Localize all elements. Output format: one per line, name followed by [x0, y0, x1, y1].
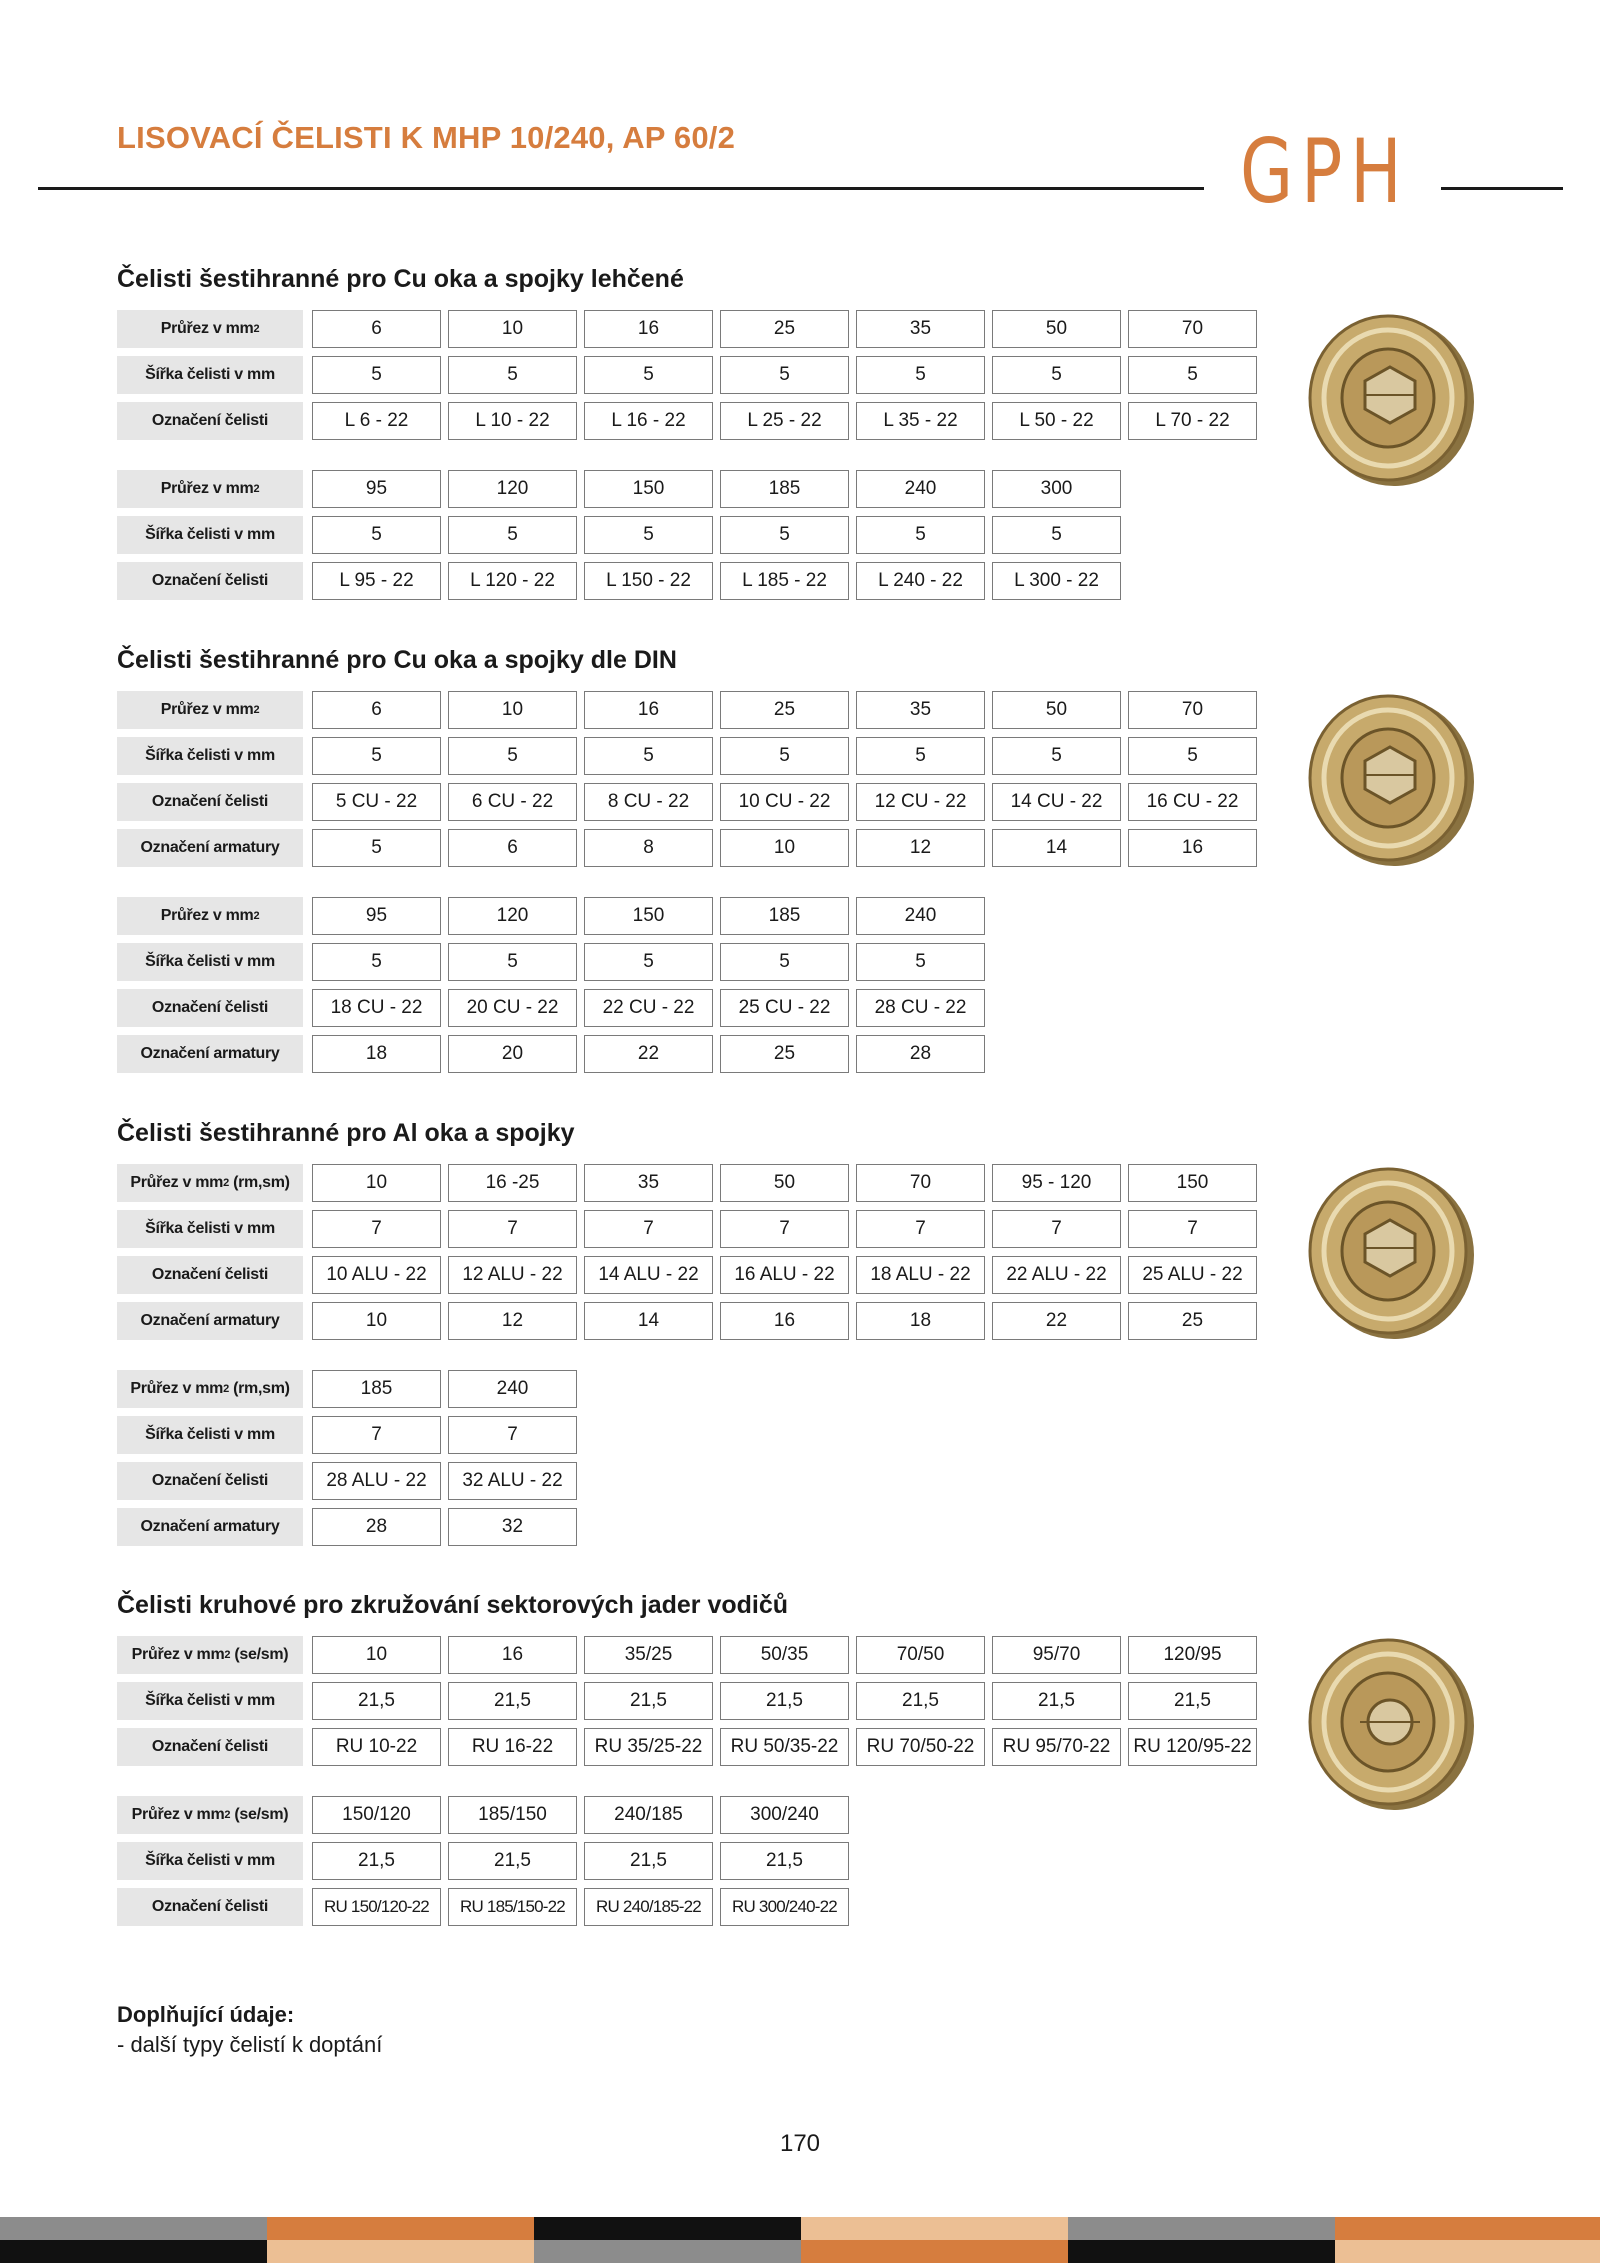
- table-cell: 5: [448, 943, 577, 981]
- table-row: [117, 1370, 1264, 1410]
- table-cell: 14 CU - 22: [992, 783, 1121, 821]
- table-cell: 16: [448, 1636, 577, 1674]
- row-label-text: Označení armatury: [140, 1518, 280, 1535]
- table-cell: 300/240: [720, 1796, 849, 1834]
- row-label: [117, 402, 303, 440]
- table-cell: L 25 - 22: [720, 402, 849, 440]
- section-cu-din: [117, 643, 1264, 1081]
- section-heading: Čelisti šestihranné pro Cu oka a spojky lehčené: [117, 265, 684, 293]
- row-label: Průřez v mm 2: [117, 310, 303, 348]
- table-cell: 95 - 120: [992, 1164, 1121, 1202]
- table-cell: 7: [584, 1210, 713, 1248]
- table-cell: 70: [856, 1164, 985, 1202]
- table-cell: 21,5: [584, 1842, 713, 1880]
- row-label: [117, 829, 303, 867]
- table-cell: 240: [856, 897, 985, 935]
- round-crimp-jaw-icon: [1300, 1636, 1480, 1821]
- table-row: [117, 989, 1264, 1029]
- row-label: [117, 943, 303, 981]
- table-cell: 7: [720, 1210, 849, 1248]
- table-cell: L 300 - 22: [992, 562, 1121, 600]
- table-cell: 150: [584, 897, 713, 935]
- table-cell: 16 ALU - 22: [720, 1256, 849, 1294]
- row-label-suffix: (se/sm): [230, 1646, 289, 1663]
- table-cell: 10 ALU - 22: [312, 1256, 441, 1294]
- brand-logo: GPH: [1240, 120, 1410, 223]
- row-label: [117, 737, 303, 775]
- table-cell: 5: [584, 356, 713, 394]
- footer-color-bar: [0, 2217, 1600, 2263]
- table-cell: 22: [992, 1302, 1121, 1340]
- table-cell: 6 CU - 22: [448, 783, 577, 821]
- table-cell: L 10 - 22: [448, 402, 577, 440]
- table-cell: 10: [312, 1636, 441, 1674]
- table-cell: 21,5: [856, 1682, 985, 1720]
- page-title: LISOVACÍ ČELISTI K MHP 10/240, AP 60/2: [117, 120, 736, 155]
- footer-color-segment: [1068, 2217, 1335, 2240]
- table-cell: 8: [584, 829, 713, 867]
- table-cell: 10 CU - 22: [720, 783, 849, 821]
- row-label-text: Šířka čelisti v mm: [145, 1852, 275, 1869]
- table-cell: 5: [856, 943, 985, 981]
- table-cell: 16 CU - 22: [1128, 783, 1257, 821]
- row-label-text: Označení čelisti: [151, 1472, 269, 1489]
- table-cell: 21,5: [448, 1842, 577, 1880]
- row-label-text: Šířka čelisti v mm: [145, 526, 275, 543]
- row-label: [117, 989, 303, 1027]
- row-label-suffix: (rm,sm): [228, 1174, 290, 1191]
- row-label-text: Průřez v mm: [130, 1380, 224, 1397]
- spec-table: [117, 470, 1264, 602]
- table-cell: L 120 - 22: [448, 562, 577, 600]
- row-label-text: Označení čelisti: [151, 999, 269, 1016]
- table-cell: 50/35: [720, 1636, 849, 1674]
- table-cell: L 240 - 22: [856, 562, 985, 600]
- footer-color-segment: [534, 2217, 801, 2240]
- table-cell: 50: [992, 310, 1121, 348]
- table-cell: L 150 - 22: [584, 562, 713, 600]
- table-cell: 5: [584, 516, 713, 554]
- table-cell: L 16 - 22: [584, 402, 713, 440]
- table-cell: 28: [312, 1508, 441, 1546]
- table-cell: 28: [856, 1035, 985, 1073]
- table-cell: 120: [448, 470, 577, 508]
- table-row: [117, 1035, 1264, 1075]
- row-label-text: Označení čelisti: [151, 793, 269, 810]
- footer-color-segment: [801, 2217, 1068, 2240]
- table-row: [117, 1842, 1264, 1882]
- table-cell: 21,5: [992, 1682, 1121, 1720]
- footer-color-segment: [534, 2240, 801, 2263]
- row-label-text: Průřez v mm: [160, 320, 254, 337]
- section-heading: Čelisti šestihranné pro Al oka a spojky: [117, 1119, 575, 1147]
- spec-table: [117, 1164, 1264, 1342]
- hex-crimp-jaw-icon: [1300, 1165, 1480, 1350]
- spec-table: [117, 1796, 1264, 1928]
- table-cell: 5: [312, 356, 441, 394]
- table-cell: RU 150/120-22: [312, 1888, 441, 1926]
- table-cell: 6: [312, 310, 441, 348]
- row-label: [117, 1256, 303, 1294]
- table-cell: 10: [312, 1164, 441, 1202]
- row-label: [117, 1416, 303, 1454]
- table-cell: 14: [584, 1302, 713, 1340]
- table-row: [117, 829, 1264, 869]
- table-cell: 5: [720, 516, 849, 554]
- table-cell: 18 ALU - 22: [856, 1256, 985, 1294]
- block-gap: [117, 448, 1264, 470]
- table-cell: 5: [856, 356, 985, 394]
- table-cell: 5: [992, 737, 1121, 775]
- block-gap: [117, 1348, 1264, 1370]
- row-label: [117, 1682, 303, 1720]
- table-cell: 5: [448, 356, 577, 394]
- table-cell: 5: [312, 943, 441, 981]
- table-cell: 21,5: [312, 1682, 441, 1720]
- table-cell: 150: [1128, 1164, 1257, 1202]
- table-cell: 7: [312, 1210, 441, 1248]
- table-cell: 5: [584, 943, 713, 981]
- table-row: [117, 897, 1264, 937]
- table-cell: L 35 - 22: [856, 402, 985, 440]
- table-cell: 6: [312, 691, 441, 729]
- table-cell: 5: [1128, 737, 1257, 775]
- table-cell: 7: [312, 1416, 441, 1454]
- table-cell: 21,5: [448, 1682, 577, 1720]
- spec-table: [117, 310, 1264, 442]
- table-cell: 6: [448, 829, 577, 867]
- table-row: [117, 1416, 1264, 1456]
- footer-color-segment: [1335, 2240, 1600, 2263]
- spec-table: [117, 897, 1264, 1075]
- section-heading: Čelisti kruhové pro zkružování sektorových jader vodičů: [117, 1591, 789, 1619]
- table-row: [117, 470, 1264, 510]
- table-cell: 18 CU - 22: [312, 989, 441, 1027]
- table-cell: 5: [584, 737, 713, 775]
- row-label: [117, 783, 303, 821]
- table-cell: 12: [448, 1302, 577, 1340]
- table-cell: 7: [448, 1416, 577, 1454]
- row-label-text: Označení čelisti: [151, 1738, 269, 1755]
- notes-line: - další typy čelistí k doptání: [117, 2032, 383, 2057]
- table-cell: RU 16-22: [448, 1728, 577, 1766]
- table-cell: 5: [448, 516, 577, 554]
- table-cell: 240/185: [584, 1796, 713, 1834]
- table-row: [117, 783, 1264, 823]
- table-cell: 25 ALU - 22: [1128, 1256, 1257, 1294]
- table-cell: 18: [312, 1035, 441, 1073]
- row-label: Průřez v mm 2 (rm,sm): [117, 1164, 303, 1202]
- row-label: Průřez v mm 2 (se/sm): [117, 1636, 303, 1674]
- table-row: [117, 356, 1264, 396]
- row-label-text: Označení čelisti: [151, 412, 269, 429]
- table-cell: 95/70: [992, 1636, 1121, 1674]
- table-cell: RU 10-22: [312, 1728, 441, 1766]
- footer-color-segment: [267, 2240, 534, 2263]
- table-cell: 7: [992, 1210, 1121, 1248]
- table-row: [117, 1636, 1264, 1676]
- table-cell: 185: [312, 1370, 441, 1408]
- table-cell: 35/25: [584, 1636, 713, 1674]
- table-cell: 70: [1128, 310, 1257, 348]
- row-label-text: Šířka čelisti v mm: [145, 747, 275, 764]
- row-label-suffix: (rm,sm): [228, 1380, 290, 1397]
- footer-color-segment: [1068, 2240, 1335, 2263]
- row-label-text: Šířka čelisti v mm: [145, 1426, 275, 1443]
- spec-table: [117, 691, 1264, 869]
- row-label-text: Šířka čelisti v mm: [145, 953, 275, 970]
- table-cell: 70/50: [856, 1636, 985, 1674]
- table-cell: RU 50/35-22: [720, 1728, 849, 1766]
- notes-heading: Doplňující údaje:: [117, 2002, 295, 2027]
- table-cell: 32 ALU - 22: [448, 1462, 577, 1500]
- footer-color-segment: [0, 2240, 267, 2263]
- section-al: [117, 1116, 1264, 1554]
- additional-info: [117, 2000, 382, 2060]
- table-cell: 5: [856, 737, 985, 775]
- block-gap: [117, 875, 1264, 897]
- table-cell: RU 35/25-22: [584, 1728, 713, 1766]
- table-cell: 12: [856, 829, 985, 867]
- table-cell: 14 ALU - 22: [584, 1256, 713, 1294]
- row-label: Průřez v mm 2: [117, 691, 303, 729]
- table-cell: 21,5: [720, 1842, 849, 1880]
- table-cell: 10: [448, 691, 577, 729]
- table-cell: 28 CU - 22: [856, 989, 985, 1027]
- table-row: [117, 1302, 1264, 1342]
- row-label: [117, 1210, 303, 1248]
- table-cell: 5: [448, 737, 577, 775]
- row-label-text: Průřez v mm: [131, 1806, 225, 1823]
- row-label-text: Označení čelisti: [151, 1898, 269, 1915]
- table-cell: RU 120/95-22: [1128, 1728, 1257, 1766]
- row-label-text: Průřez v mm: [160, 907, 254, 924]
- table-cell: 21,5: [312, 1842, 441, 1880]
- table-cell: 18: [856, 1302, 985, 1340]
- table-cell: 20: [448, 1035, 577, 1073]
- table-cell: L 6 - 22: [312, 402, 441, 440]
- table-cell: 21,5: [720, 1682, 849, 1720]
- table-cell: 5: [720, 737, 849, 775]
- row-label-text: Průřez v mm: [160, 701, 254, 718]
- table-cell: 10: [720, 829, 849, 867]
- row-label: [117, 516, 303, 554]
- row-label: [117, 1842, 303, 1880]
- table-row: [117, 516, 1264, 556]
- table-cell: 150/120: [312, 1796, 441, 1834]
- row-label-text: Šířka čelisti v mm: [145, 1220, 275, 1237]
- table-row: [117, 943, 1264, 983]
- footer-color-segment: [0, 2217, 267, 2240]
- row-label: [117, 1728, 303, 1766]
- row-label-text: Průřez v mm: [130, 1174, 224, 1191]
- table-cell: 25: [720, 310, 849, 348]
- table-row: [117, 691, 1264, 731]
- row-label: Průřez v mm 2: [117, 897, 303, 935]
- table-row: [117, 1256, 1264, 1296]
- row-label: Průřez v mm 2 (se/sm): [117, 1796, 303, 1834]
- table-cell: 50: [992, 691, 1121, 729]
- table-cell: 95: [312, 470, 441, 508]
- table-cell: L 95 - 22: [312, 562, 441, 600]
- table-cell: 16: [584, 310, 713, 348]
- table-cell: 5: [1128, 356, 1257, 394]
- table-cell: 7: [856, 1210, 985, 1248]
- row-label: [117, 1035, 303, 1073]
- table-cell: 185: [720, 470, 849, 508]
- table-row: [117, 310, 1264, 350]
- table-cell: 14: [992, 829, 1121, 867]
- table-cell: 25 CU - 22: [720, 989, 849, 1027]
- row-label-text: Označení armatury: [140, 1045, 280, 1062]
- row-label-text: Označení čelisti: [151, 1266, 269, 1283]
- hex-crimp-jaw-icon: [1300, 692, 1480, 877]
- table-cell: 10: [448, 310, 577, 348]
- spec-table: [117, 1370, 1264, 1548]
- table-cell: 5: [720, 943, 849, 981]
- table-cell: 28 ALU - 22: [312, 1462, 441, 1500]
- table-cell: L 185 - 22: [720, 562, 849, 600]
- table-cell: 16: [1128, 829, 1257, 867]
- table-cell: 7: [1128, 1210, 1257, 1248]
- row-label-text: Šířka čelisti v mm: [145, 1692, 275, 1709]
- row-label: Průřez v mm 2 (rm,sm): [117, 1370, 303, 1408]
- table-cell: 16: [584, 691, 713, 729]
- table-cell: 5: [312, 737, 441, 775]
- table-cell: L 70 - 22: [1128, 402, 1257, 440]
- table-cell: 12 CU - 22: [856, 783, 985, 821]
- row-label-text: Šířka čelisti v mm: [145, 366, 275, 383]
- row-label: [117, 1462, 303, 1500]
- table-cell: 95: [312, 897, 441, 935]
- table-cell: 5 CU - 22: [312, 783, 441, 821]
- row-label-text: Označení armatury: [140, 1312, 280, 1329]
- table-row: [117, 1682, 1264, 1722]
- table-cell: 300: [992, 470, 1121, 508]
- row-label: [117, 1888, 303, 1926]
- table-row: [117, 402, 1264, 442]
- row-label-text: Průřez v mm: [131, 1646, 225, 1663]
- table-cell: 21,5: [584, 1682, 713, 1720]
- footer-color-segment: [267, 2217, 534, 2240]
- table-cell: 25: [1128, 1302, 1257, 1340]
- table-cell: 35: [856, 691, 985, 729]
- table-cell: 20 CU - 22: [448, 989, 577, 1027]
- row-label-text: Označení čelisti: [151, 572, 269, 589]
- table-cell: 10: [312, 1302, 441, 1340]
- footer-color-segment: [1335, 2217, 1600, 2240]
- row-label: [117, 1508, 303, 1546]
- table-cell: RU 95/70-22: [992, 1728, 1121, 1766]
- hex-crimp-jaw-icon: [1300, 312, 1480, 497]
- table-cell: 21,5: [1128, 1682, 1257, 1720]
- table-cell: 120: [448, 897, 577, 935]
- row-label-text: Průřez v mm: [160, 480, 254, 497]
- section-cu-light: [117, 262, 1264, 608]
- table-cell: 240: [448, 1370, 577, 1408]
- table-cell: 185: [720, 897, 849, 935]
- table-row: [117, 737, 1264, 777]
- table-cell: 5: [312, 829, 441, 867]
- table-cell: 185/150: [448, 1796, 577, 1834]
- row-label: Průřez v mm 2: [117, 470, 303, 508]
- table-cell: 25: [720, 1035, 849, 1073]
- table-cell: RU 240/185-22: [584, 1888, 713, 1926]
- table-cell: 70: [1128, 691, 1257, 729]
- spec-table: [117, 1636, 1264, 1768]
- table-cell: 35: [856, 310, 985, 348]
- table-cell: RU 185/150-22: [448, 1888, 577, 1926]
- row-label-suffix: (se/sm): [230, 1806, 289, 1823]
- table-cell: 5: [992, 516, 1121, 554]
- row-label: [117, 1302, 303, 1340]
- table-cell: 22 CU - 22: [584, 989, 713, 1027]
- header-rule-right: [1441, 187, 1563, 190]
- table-cell: L 50 - 22: [992, 402, 1121, 440]
- footer-color-segment: [801, 2240, 1068, 2263]
- table-cell: 35: [584, 1164, 713, 1202]
- section-round: [117, 1588, 1264, 1934]
- table-row: [117, 1462, 1264, 1502]
- section-heading: Čelisti šestihranné pro Cu oka a spojky dle DIN: [117, 646, 677, 674]
- table-cell: 12 ALU - 22: [448, 1256, 577, 1294]
- table-cell: 5: [720, 356, 849, 394]
- table-cell: 22: [584, 1035, 713, 1073]
- table-cell: 50: [720, 1164, 849, 1202]
- table-row: [117, 1210, 1264, 1250]
- table-row: [117, 1508, 1264, 1548]
- block-gap: [117, 1774, 1264, 1796]
- table-cell: 150: [584, 470, 713, 508]
- table-cell: 5: [312, 516, 441, 554]
- table-cell: 120/95: [1128, 1636, 1257, 1674]
- table-row: [117, 1728, 1264, 1768]
- table-row: [117, 1888, 1264, 1928]
- row-label: [117, 356, 303, 394]
- table-cell: 16: [720, 1302, 849, 1340]
- row-label-text: Označení armatury: [140, 839, 280, 856]
- table-cell: 5: [992, 356, 1121, 394]
- table-cell: 25: [720, 691, 849, 729]
- table-cell: RU 300/240-22: [720, 1888, 849, 1926]
- row-label: [117, 562, 303, 600]
- table-cell: 240: [856, 470, 985, 508]
- table-cell: 22 ALU - 22: [992, 1256, 1121, 1294]
- header-rule-left: [38, 187, 1204, 190]
- table-cell: 16 -25: [448, 1164, 577, 1202]
- page-number: 170: [779, 2130, 821, 2157]
- table-row: [117, 562, 1264, 602]
- table-cell: 5: [856, 516, 985, 554]
- table-row: [117, 1164, 1264, 1204]
- table-cell: 8 CU - 22: [584, 783, 713, 821]
- table-cell: 32: [448, 1508, 577, 1546]
- table-cell: RU 70/50-22: [856, 1728, 985, 1766]
- table-row: [117, 1796, 1264, 1836]
- table-cell: 7: [448, 1210, 577, 1248]
